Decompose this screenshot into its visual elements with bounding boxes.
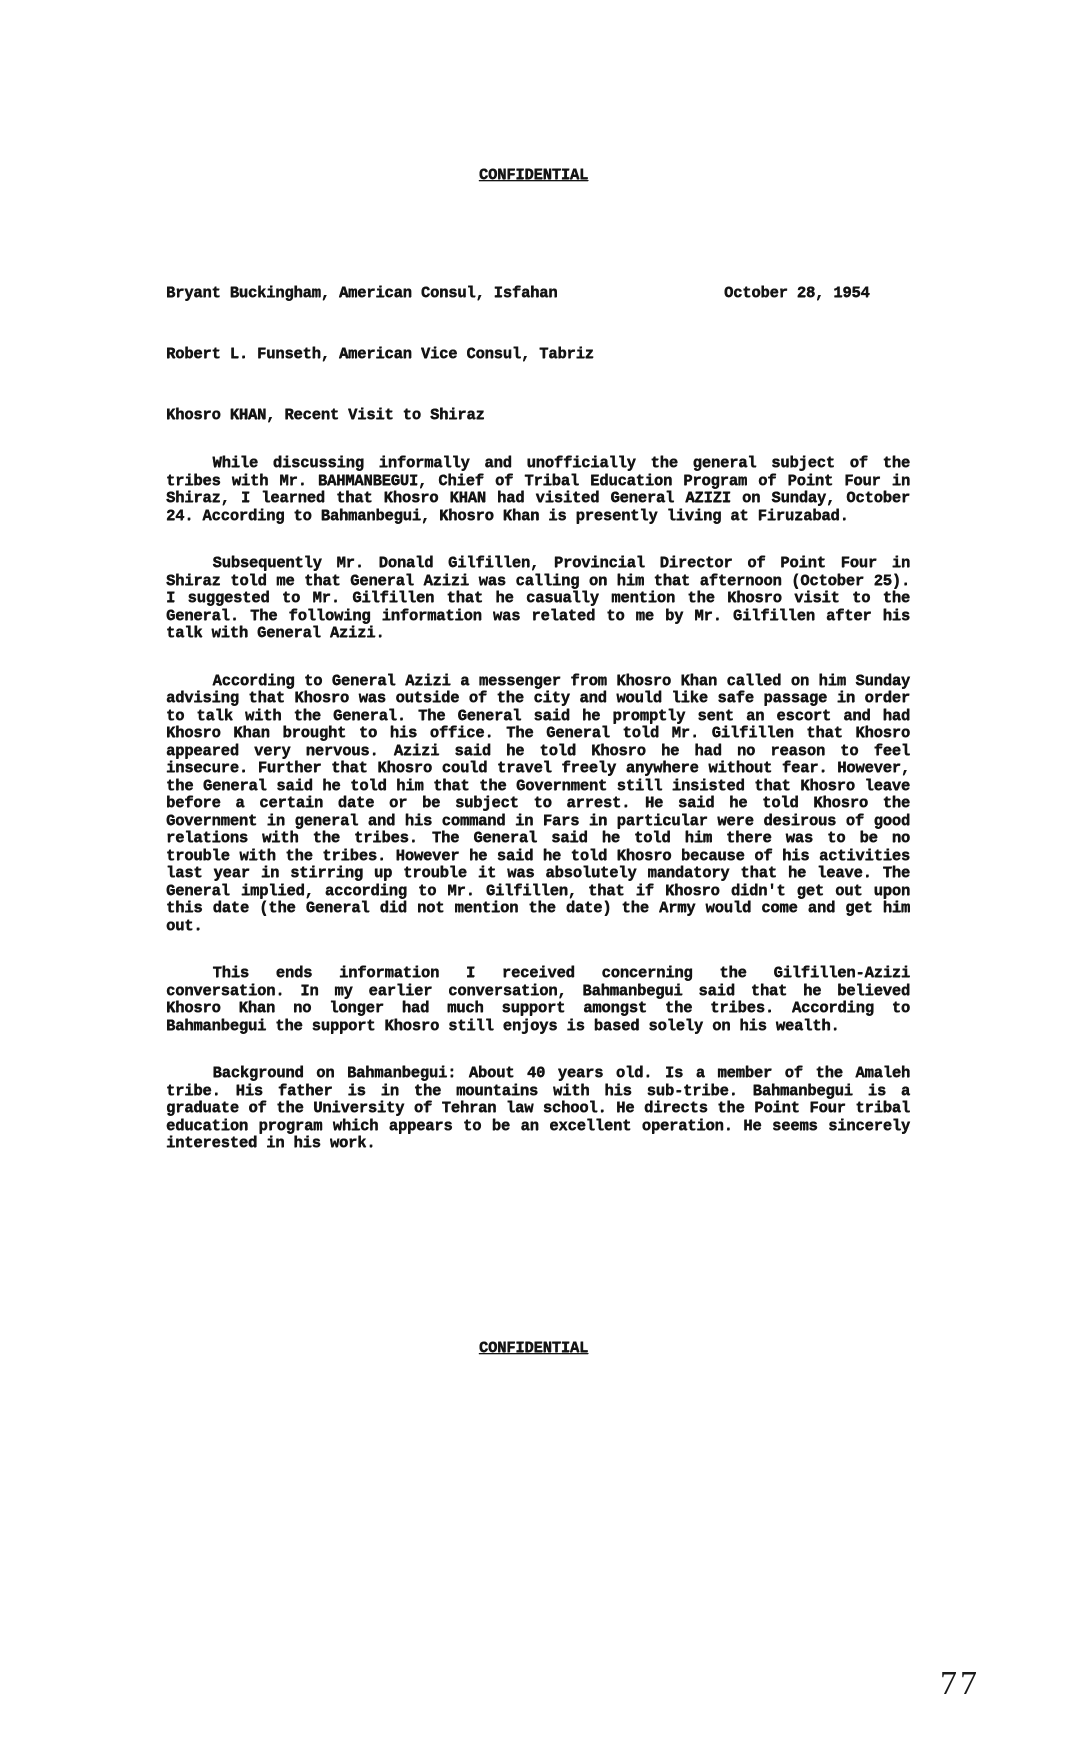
paragraph-1: While discussing informally and unofficially the general subject of the tribes with Mr. BAHMANBEGUI, Chief of Tribal Education Program of Point Four in Shiraz, I learned that Khosro KHAN had visited General AZIZI on Sunday, October 24. According to Bahmanbegui, Khosro Khan is presently living at Firuzabad. (166, 454, 910, 525)
classification-footer: CONFIDENTIAL (478, 1339, 589, 1357)
memo-date: October 28, 1954 (724, 284, 870, 302)
memo-from: Bryant Buckingham, American Consul, Isfahan (166, 284, 558, 302)
memo-body (166, 455, 910, 1183)
memo-to: Robert L. Funseth, American Vice Consul, Tabriz (166, 345, 594, 363)
paragraph-2: Subsequently Mr. Donald Gilfillen, Provincial Director of Point Four in Shiraz told me that General Azizi was calling on him that afternoon (October 25). I suggested to Mr. Gilfillen that he casually mention the Khosro visit to the General. The following information was related to me by Mr. Gilfillen after his talk with General Azizi. (166, 554, 910, 642)
paragraph-5: Background on Bahmanbegui: About 40 years old. Is a member of the Amaleh tribe. His father is in the mountains with his sub-tribe. Bahmanbegui is a graduate of the University of Tehran law school. He directs the Point Four tribal education program which appears to be an excellent operation. He seems sincerely interested in his work. (166, 1064, 910, 1152)
memo-subject: Khosro KHAN, Recent Visit to Shiraz (166, 406, 485, 424)
classification-header: CONFIDENTIAL (478, 166, 589, 184)
paragraph-3: According to General Azizi a messenger from Khosro Khan called on him Sunday advising that Khosro was outside of the city and would like safe passage in order to talk with the General. The General said he promptly sent an escort and had Khosro Khan brought to his office. The General told Mr. Gilfillen that Khosro appeared very nervous. Azizi said he told Khosro he had no reason to feel insecure. Further that Khosro could travel freely anywhere without fear. However, the General said he told him that the Government still insisted that Khosro leave before a certain date or be subject to arrest. He said he told Khosro the Government in general and his command in Fars in particular were desirous of good relations with the tribes. The General said he told him there was to be no trouble with the tribes. However he said he told Khosro because of his activities last year in stirring up trouble it was absolutely mandatory that he leave. The General implied, according to Mr. Gilfillen, that if Khosro didn't get out upon this date (the General did not mention the date) the Army would come and get him out. (166, 671, 910, 935)
page-number: 77 (940, 1665, 980, 1702)
paragraph-4: This ends information I received concerning the Gilfillen-Azizi conversation. In my earlier conversation, Bahmanbegui said that he believed Khosro Khan no longer had much support amongst the tribes. According to Bahmanbegui the support Khosro still enjoys is based solely on his wealth. (166, 964, 910, 1035)
